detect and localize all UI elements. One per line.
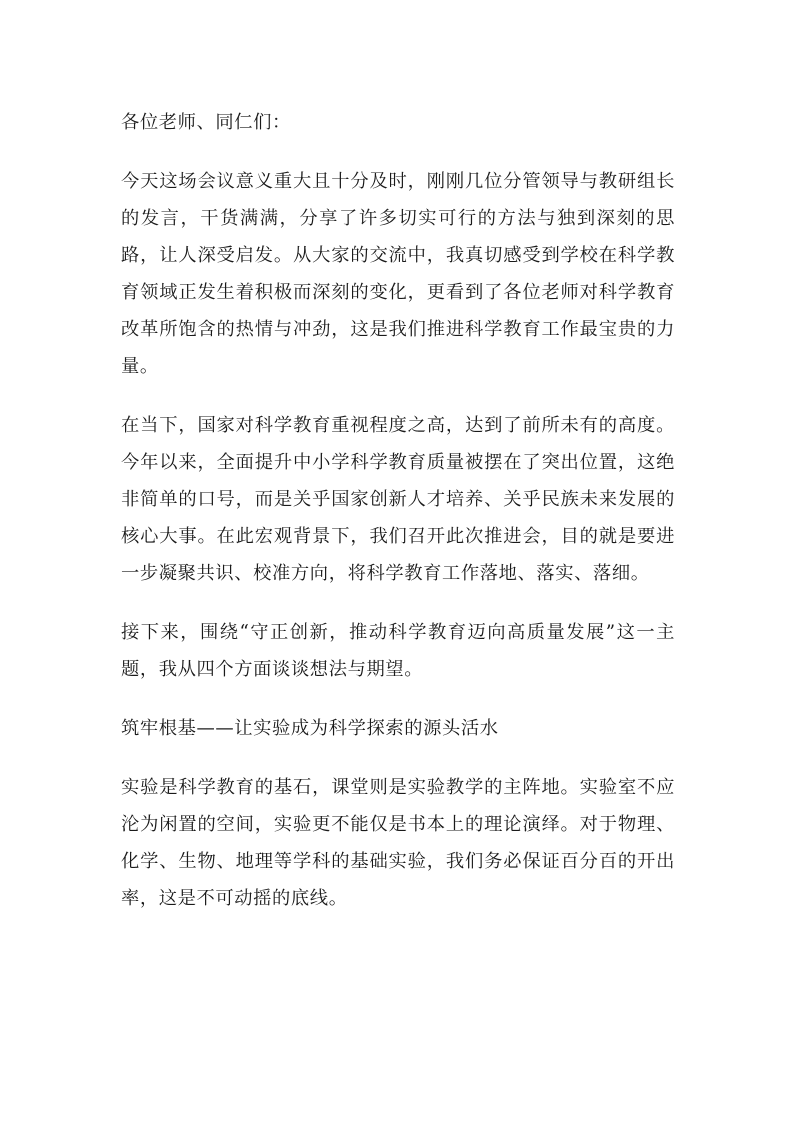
section-heading: 筑牢根基——让实验成为科学探索的源头活水 — [121, 718, 499, 739]
paragraph-theme: 接下来，围绕“守正创新，推动科学教育迈向高质量发展”这一主题，我从四个方面谈谈想法与期望。 — [121, 622, 675, 680]
document-page — [121, 104, 675, 939]
paragraph-opening: 今天这场会议意义重大且十分及时，刚刚几位分管领导与教研组长的发言，干货满满，分享了许多切实可行的方法与独到深刻的思路，让人深受启发。从大家的交流中，我真切感受到学校在科学教育领域正发生着积极而深刻的变化，更看到了各位老师对科学教育改革所饱含的热情与冲劲，这是我们推进科学教育工作最宝贵的力量。 — [121, 171, 675, 377]
greeting: 各位老师、同仁们： — [121, 112, 291, 133]
paragraph-experiment: 实验是科学教育的基石，课堂则是实验教学的主阵地。实验室不应沦为闲置的空间，实验更不能仅是书本上的理论演绎。对于物理、化学、生物、地理等学科的基础实验，我们务必保证百分百的开出率，这是不可动摇的底线。 — [121, 777, 675, 909]
paragraph-background: 在当下，国家对科学教育重视程度之高，达到了前所未有的高度。今年以来，全面提升中小学科学教育质量被摆在了突出位置，这绝非简单的口号，而是关乎国家创新人才培养、关乎民族未来发展的核心大事。在此宏观背景下，我们召开此次推进会，目的就是要进一步凝聚共识、校准方向，将科学教育工作落地、落实、落细。 — [121, 415, 675, 584]
